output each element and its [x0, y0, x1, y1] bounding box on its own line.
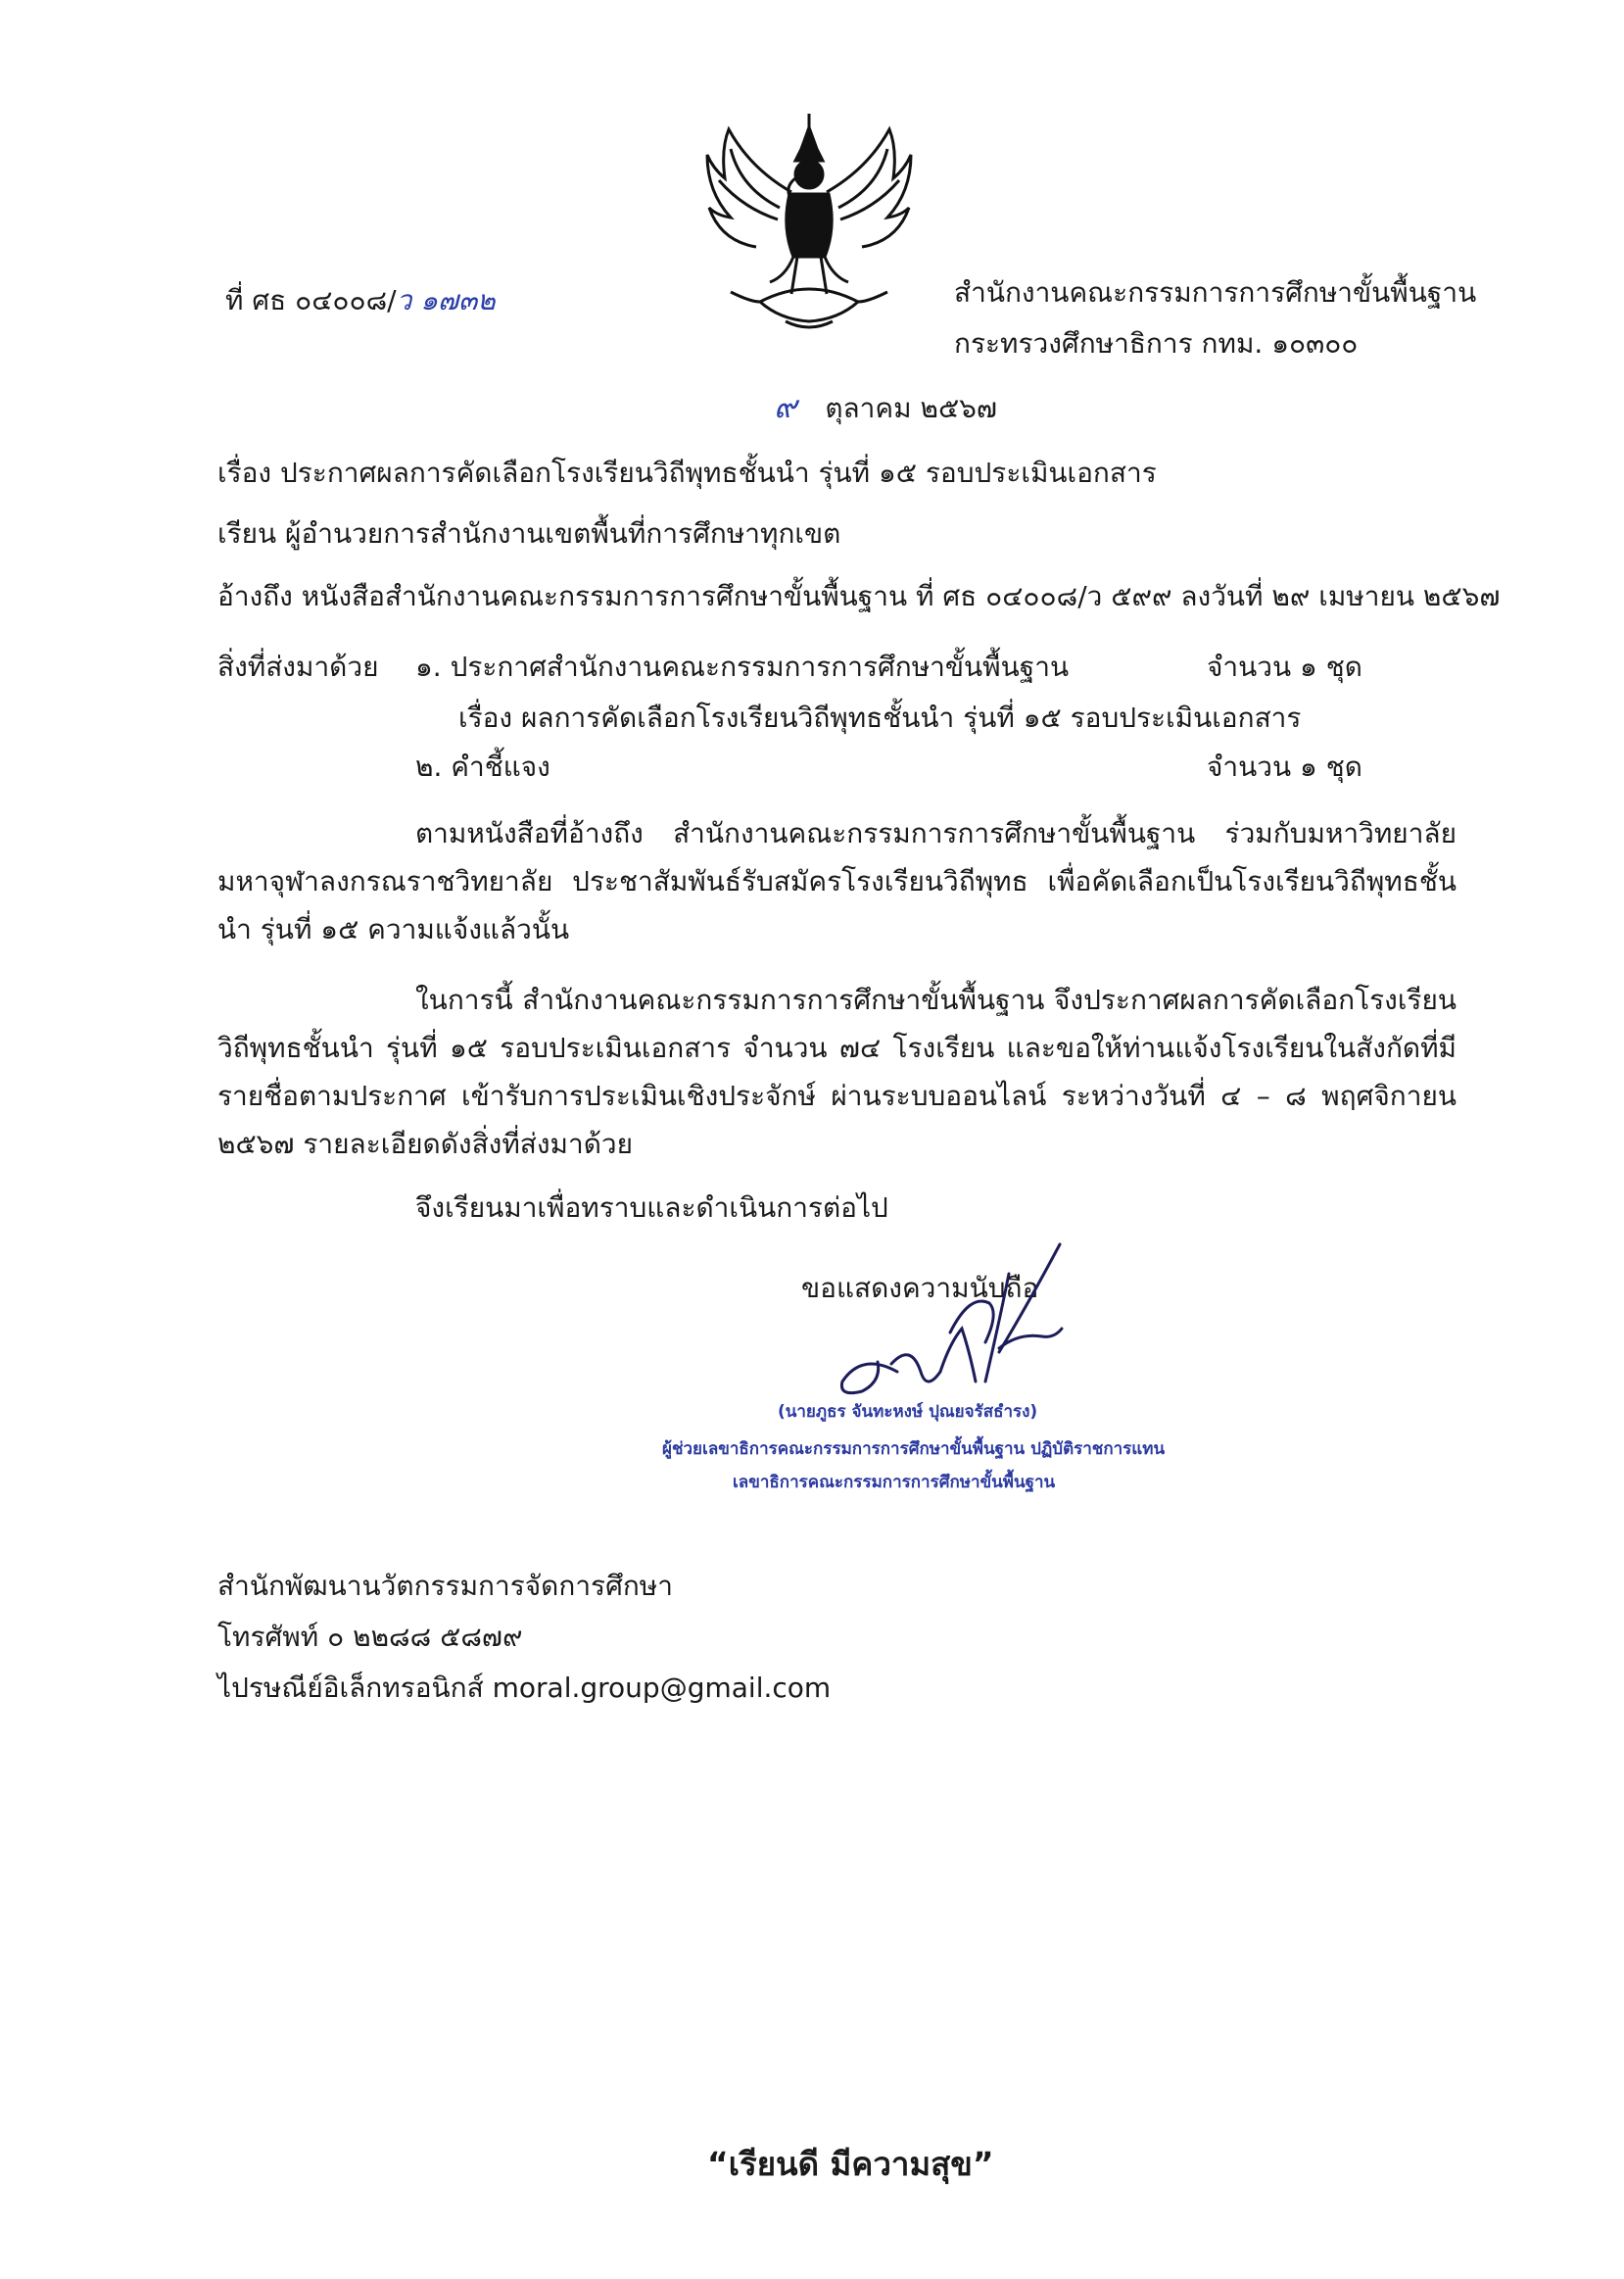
body-paragraph-1 — [217, 809, 1457, 953]
signatory-position-2: เลขาธิการคณะกรรมการการศึกษาขั้นพื้นฐาน — [733, 1473, 1056, 1492]
office-email: ไปรษณีย์อิเล็กทรอนิกส์ moral.group@gmail.com — [217, 1672, 832, 1704]
agency-address: กระทรวงศึกษาธิการ กทม. ๑๐๓๐๐ — [954, 327, 1359, 360]
handwritten-signature — [803, 1235, 1087, 1401]
office-phone: โทรศัพท์ ๐ ๒๒๘๘ ๕๘๗๙ — [217, 1621, 523, 1653]
signatory-position-1: ผู้ช่วยเลขาธิการคณะกรรมการการศึกษาขั้นพื้นฐาน ปฏิบัติราชการแทน — [662, 1439, 1166, 1459]
recipient-line: เรียน ผู้อำนวยการสำนักงานเขตพื้นที่การศึกษาทุกเขต — [217, 517, 841, 550]
enclosure-item-2: ๒. คำชี้แจง — [415, 751, 550, 783]
regards-line: ขอแสดงความนับถือ — [801, 1272, 1039, 1304]
document-number-prefix: ที่ ศธ ๐๔๐๐๘/ — [225, 284, 397, 316]
document-date — [774, 388, 997, 427]
enclosure-item-1-subject: เรื่อง ผลการคัดเลือกโรงเรียนวิถีพุทธชั้นนำ รุ่นที่ ๑๕ รอบประเมินเอกสาร — [458, 702, 1302, 734]
date-day-handwritten: ๙ — [774, 388, 797, 425]
motto: “เรียนดี มีความสุข” — [707, 2145, 994, 2183]
office-name: สำนักพัฒนานวัตกรรมการจัดการศึกษา — [217, 1570, 673, 1602]
date-month-year: ตุลาคม ๒๕๖๗ — [825, 392, 997, 424]
body-paragraph-1-text: ตามหนังสือที่อ้างถึง สำนักงานคณะกรรมการการศึกษาขั้นพื้นฐาน ร่วมกับมหาวิทยาลัยมหาจุฬาลงกรณราชวิทยาลัย ประชาสัมพันธ์รับสมัครโรงเรียนวิถีพุทธ เพื่อคัดเลือกเป็นโรงเรียนวิถีพุทธชั้นนำ รุ่นที่ ๑๕ ความแจ้งแล้วนั้น — [217, 817, 1457, 946]
body-paragraph-2 — [217, 976, 1457, 1168]
reference-line: อ้างถึง หนังสือสำนักงานคณะกรรมการการศึกษาขั้นพื้นฐาน ที่ ศธ ๐๔๐๐๘/ว ๕๙๙ ลงวันที่ ๒๙ เมษายน ๒๕๖๗ — [217, 580, 1501, 612]
document-number — [225, 282, 496, 319]
signatory-name: (นายภูธร จันทะหงษ์ ปุณยจรัสธำรง) — [778, 1402, 1038, 1422]
agency-name: สำนักงานคณะกรรมการการศึกษาขั้นพื้นฐาน — [954, 276, 1477, 309]
garuda-emblem-icon — [692, 110, 927, 337]
body-paragraph-2-text: ในการนี้ สำนักงานคณะกรรมการการศึกษาขั้นพื้นฐาน จึงประกาศผลการคัดเลือกโรงเรียนวิถีพุทธชั้นนำ รุ่นที่ ๑๕ รอบประเมินเอกสาร จำนวน ๗๔ โรงเรียน และขอให้ท่านแจ้งโรงเรียนในสังกัดที่มีรายชื่อตามประกาศ เข้ารับการประเมินเชิงประจักษ์ ผ่านระบบออนไลน์ ระหว่างวันที่ ๔ – ๘ พฤศจิกายน ๒๕๖๗ รายละเอียดดังสิ่งที่ส่งมาด้วย — [217, 984, 1457, 1160]
enclosure-item-2-qty: จำนวน ๑ ชุด — [1207, 751, 1362, 783]
closing-line: จึงเรียนมาเพื่อทราบและดำเนินการต่อไป — [415, 1191, 888, 1224]
enclosure-item-1-qty: จำนวน ๑ ชุด — [1207, 651, 1362, 683]
document-number-handwritten: ว ๑๗๓๒ — [396, 284, 496, 316]
enclosures-label: สิ่งที่ส่งมาด้วย — [217, 651, 379, 683]
subject-line: เรื่อง ประกาศผลการคัดเลือกโรงเรียนวิถีพุทธชั้นนำ รุ่นที่ ๑๕ รอบประเมินเอกสาร — [217, 457, 1157, 489]
enclosure-item-1: ๑. ประกาศสำนักงานคณะกรรมการการศึกษาขั้นพื้นฐาน — [415, 651, 1070, 683]
